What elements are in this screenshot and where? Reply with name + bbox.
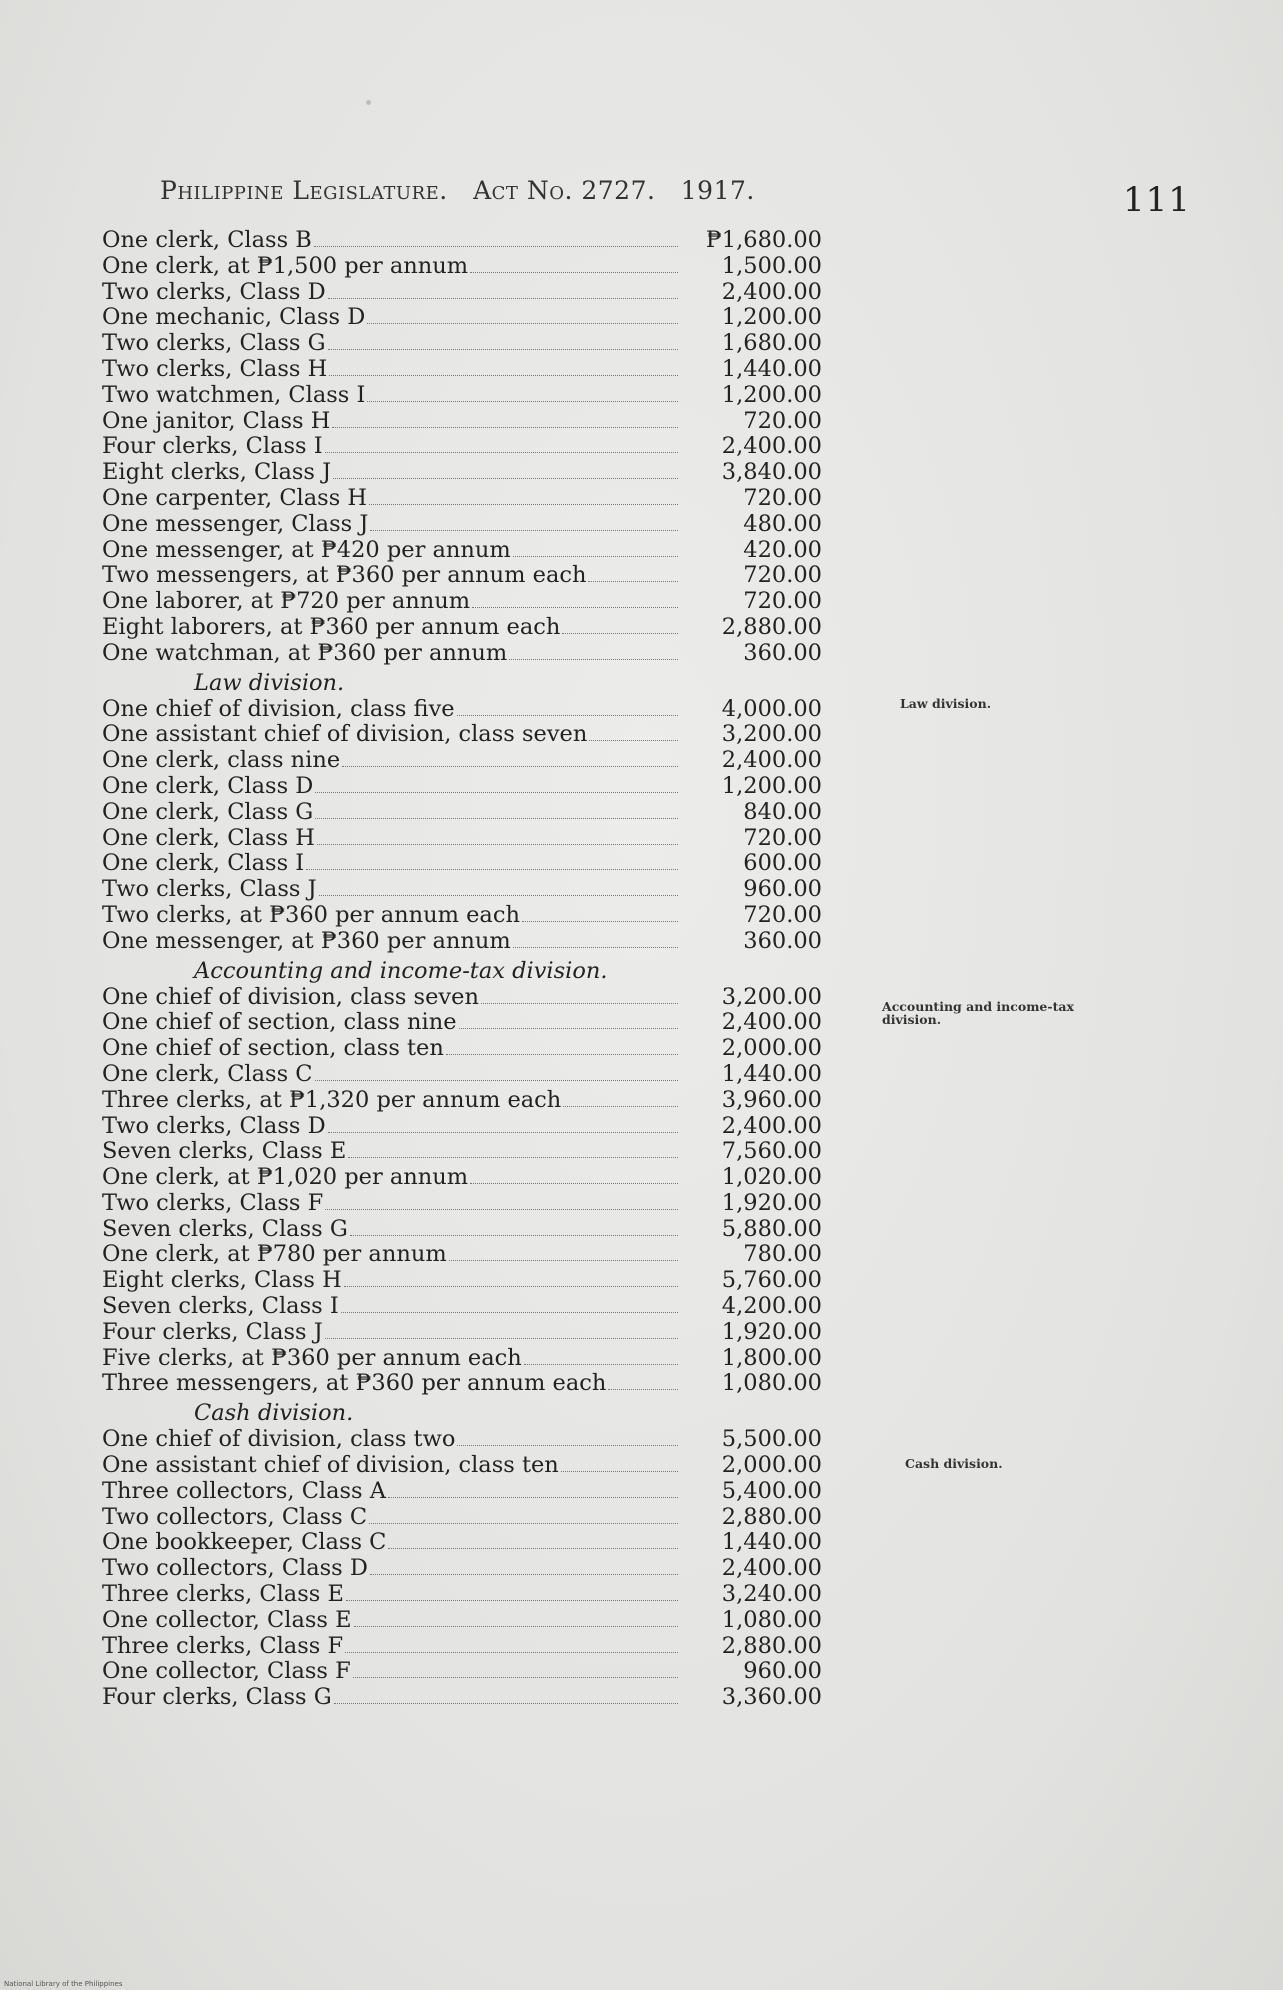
line-item-description <box>102 1685 682 1711</box>
line-item-description <box>102 1010 682 1036</box>
line-item-amount: 2,000.00 <box>721 1452 822 1479</box>
line-item <box>102 409 882 435</box>
leader-dots <box>332 427 678 428</box>
section-heading: Accounting and income-tax division. <box>194 957 608 984</box>
leader-dots <box>346 1600 678 1601</box>
line-item-description <box>102 305 682 331</box>
line-item-amount: 2,400.00 <box>721 1112 822 1139</box>
line-item-description <box>102 1114 682 1140</box>
line-item <box>102 1608 882 1634</box>
line-item-amount: 960.00 <box>743 1658 822 1685</box>
line-item-amount: 7,560.00 <box>721 1138 822 1165</box>
running-title: Philippine Legislature. <box>160 176 448 205</box>
leader-dots <box>457 715 678 716</box>
line-item-text: One chief of division, class two <box>102 1427 456 1453</box>
line-item <box>102 1036 882 1062</box>
line-item <box>102 1062 882 1088</box>
line-item-description <box>102 615 682 641</box>
line-item-text: Seven clerks, Class E <box>102 1139 347 1165</box>
leader-dots <box>350 1235 678 1236</box>
line-item-text: One collector, Class E <box>102 1607 352 1633</box>
line-item-amount: 1,920.00 <box>721 1318 822 1345</box>
leader-dots <box>333 478 678 479</box>
line-item-description <box>102 1346 682 1372</box>
line-item-amount: 720.00 <box>743 484 822 511</box>
line-item-text: Three collectors, Class A <box>102 1478 387 1504</box>
line-item <box>102 697 882 723</box>
line-item-text: Two clerks, Class F <box>102 1190 324 1216</box>
line-item <box>102 280 882 306</box>
line-item-description <box>102 228 682 254</box>
line-item-amount: 1,200.00 <box>721 381 822 408</box>
line-item-description <box>102 877 682 903</box>
line-item <box>102 331 882 357</box>
leader-dots <box>608 1389 678 1390</box>
line-item-description <box>102 1530 682 1556</box>
line-item-text: Eight clerks, Class J <box>102 460 332 486</box>
line-item-amount: 1,200.00 <box>721 772 822 799</box>
line-item-text: Eight clerks, Class H <box>102 1268 342 1294</box>
appropriation-list <box>102 228 882 1711</box>
line-item <box>102 1294 882 1320</box>
line-item-amount: 1,440.00 <box>721 1529 822 1556</box>
leader-dots <box>457 1445 678 1446</box>
scan-credit: National Library of the Philippines <box>4 1980 123 1988</box>
line-item-amount: 2,400.00 <box>721 1009 822 1036</box>
leader-dots <box>325 1338 678 1339</box>
line-item-amount: 720.00 <box>743 562 822 589</box>
line-item-text: Two watchmen, Class I <box>102 382 366 408</box>
line-item <box>102 228 882 254</box>
line-item-description <box>102 357 682 383</box>
leader-dots <box>348 1157 678 1158</box>
line-item-text: One clerk, class nine <box>102 748 341 774</box>
line-item-text: One clerk, at ₱1,500 per annum <box>102 253 469 279</box>
line-item-description <box>102 1191 682 1217</box>
line-item-text: One collector, Class F <box>102 1659 351 1685</box>
line-item-amount: 1,680.00 <box>721 330 822 357</box>
line-item-description <box>102 697 682 723</box>
line-item-text: Three clerks, Class E <box>102 1582 344 1608</box>
line-item <box>102 748 882 774</box>
line-item-amount: 720.00 <box>743 407 822 434</box>
line-item-amount: 840.00 <box>743 798 822 825</box>
line-item-amount: 780.00 <box>743 1241 822 1268</box>
line-item-description <box>102 851 682 877</box>
line-item <box>102 1505 882 1531</box>
margin-note-accounting: Accounting and income-tax division. <box>882 999 1074 1027</box>
line-item-amount: ₱1,680.00 <box>705 227 822 253</box>
line-item-amount: 5,760.00 <box>721 1267 822 1294</box>
line-item <box>102 903 882 929</box>
line-item <box>102 434 882 460</box>
leader-dots <box>513 556 678 557</box>
line-item <box>102 1530 882 1556</box>
line-item-description <box>102 254 682 280</box>
line-item-amount: 2,400.00 <box>721 1555 822 1582</box>
line-item <box>102 1346 882 1372</box>
line-item-text: Two collectors, Class D <box>102 1556 368 1582</box>
act-number: Act No. 2727. <box>473 176 656 205</box>
leader-dots <box>524 1364 678 1365</box>
line-item-description <box>102 929 682 955</box>
line-item <box>102 538 882 564</box>
line-item-description <box>102 1634 682 1660</box>
line-item-amount: 3,840.00 <box>721 459 822 486</box>
section-heading: Cash division. <box>194 1400 354 1427</box>
line-item <box>102 563 882 589</box>
line-item <box>102 1139 882 1165</box>
line-item-amount: 600.00 <box>743 850 822 877</box>
margin-note-cash: Cash division. <box>905 1456 1003 1471</box>
line-item-description <box>102 1505 682 1531</box>
line-item-text: One carpenter, Class H <box>102 485 368 511</box>
line-item-amount: 3,360.00 <box>721 1684 822 1711</box>
line-item-amount: 4,200.00 <box>721 1293 822 1320</box>
line-item <box>102 1114 882 1140</box>
line-item-text: Three messengers, at ₱360 per annum each <box>102 1371 607 1397</box>
line-item <box>102 615 882 641</box>
line-item-text: Five clerks, at ₱360 per annum each <box>102 1345 522 1371</box>
line-item <box>102 1556 882 1582</box>
line-item-description <box>102 280 682 306</box>
line-item-text: Two clerks, at ₱360 per annum each <box>102 902 520 928</box>
line-item-text: Two collectors, Class C <box>102 1504 368 1530</box>
line-item <box>102 1010 882 1036</box>
line-item-text: Four clerks, Class I <box>102 434 323 460</box>
line-item <box>102 305 882 331</box>
line-item-text: Two clerks, Class H <box>102 356 328 382</box>
line-item <box>102 512 882 538</box>
line-item <box>102 877 882 903</box>
line-item <box>102 383 882 409</box>
line-item <box>102 589 882 615</box>
line-item-description <box>102 1217 682 1243</box>
line-item-description <box>102 331 682 357</box>
leader-dots <box>481 1003 678 1004</box>
line-item-description <box>102 409 682 435</box>
leader-dots <box>513 947 678 948</box>
leader-dots <box>388 1548 678 1549</box>
line-item-text: Eight laborers, at ₱360 per annum each <box>102 614 561 640</box>
line-item-amount: 4,000.00 <box>721 695 822 722</box>
leader-dots <box>353 1677 678 1678</box>
leader-dots <box>315 818 678 819</box>
leader-dots <box>306 869 678 870</box>
line-item-amount: 1,020.00 <box>721 1164 822 1191</box>
leader-dots <box>354 1626 678 1627</box>
leader-dots <box>459 1028 678 1029</box>
line-item <box>102 254 882 280</box>
leader-dots <box>522 921 678 922</box>
line-item-text: One laborer, at ₱720 per annum <box>102 589 471 615</box>
line-item-amount: 720.00 <box>743 588 822 615</box>
line-item-amount: 1,080.00 <box>721 1370 822 1397</box>
line-item-amount: 5,500.00 <box>721 1426 822 1453</box>
leader-dots <box>470 1183 678 1184</box>
leader-dots <box>388 1497 678 1498</box>
line-item-text: One clerk, Class I <box>102 851 305 877</box>
line-item-text: One chief of division, class seven <box>102 984 479 1010</box>
line-item-text: One clerk, Class D <box>102 773 314 799</box>
line-item-description <box>102 774 682 800</box>
leader-dots <box>562 633 678 634</box>
leader-dots <box>317 844 678 845</box>
line-item-amount: 360.00 <box>743 927 822 954</box>
line-item-amount: 720.00 <box>743 824 822 851</box>
line-item-amount: 2,880.00 <box>721 1503 822 1530</box>
line-item-description <box>102 1371 682 1397</box>
line-item <box>102 851 882 877</box>
line-item-description <box>102 434 682 460</box>
line-item-description <box>102 826 682 852</box>
line-item-description <box>102 1268 682 1294</box>
leader-dots <box>325 452 678 453</box>
line-item-text: One messenger, Class J <box>102 511 369 537</box>
line-item-description <box>102 512 682 538</box>
line-item-text: Four clerks, Class G <box>102 1685 332 1711</box>
leader-dots <box>334 1703 678 1704</box>
line-item-amount: 3,240.00 <box>721 1581 822 1608</box>
line-item-description <box>102 722 682 748</box>
leader-dots <box>446 1054 678 1055</box>
ink-speck <box>366 100 371 105</box>
running-header <box>160 176 755 205</box>
line-item-description <box>102 748 682 774</box>
line-item <box>102 1659 882 1685</box>
line-item-description <box>102 1427 682 1453</box>
line-item <box>102 1371 882 1397</box>
line-item <box>102 1453 882 1479</box>
line-item-description <box>102 538 682 564</box>
line-item-amount: 1,440.00 <box>721 1060 822 1087</box>
line-item <box>102 1479 882 1505</box>
line-item <box>102 1191 882 1217</box>
line-item <box>102 774 882 800</box>
leader-dots <box>342 766 678 767</box>
line-item <box>102 357 882 383</box>
leader-dots <box>329 375 678 376</box>
line-item-description <box>102 1659 682 1685</box>
line-item-description <box>102 1036 682 1062</box>
line-item-amount: 5,880.00 <box>721 1215 822 1242</box>
leader-dots <box>588 581 678 582</box>
line-item-text: One janitor, Class H <box>102 408 331 434</box>
line-item-amount: 1,440.00 <box>721 355 822 382</box>
margin-note-law: Law division. <box>900 696 992 711</box>
line-item <box>102 929 882 955</box>
line-item-description <box>102 1242 682 1268</box>
line-item-description <box>102 1608 682 1634</box>
line-item-text: One clerk, Class H <box>102 825 315 851</box>
leader-dots <box>314 246 678 247</box>
leader-dots <box>341 1312 678 1313</box>
line-item <box>102 1088 882 1114</box>
line-item-description <box>102 1453 682 1479</box>
line-item <box>102 985 882 1011</box>
line-item-description <box>102 563 682 589</box>
leader-dots <box>369 1523 678 1524</box>
leader-dots <box>563 1106 678 1107</box>
leader-dots <box>344 1286 678 1287</box>
line-item-text: Two clerks, Class G <box>102 331 326 357</box>
line-item-description <box>102 460 682 486</box>
line-item <box>102 460 882 486</box>
line-item-text: One chief of section, class ten <box>102 1036 444 1062</box>
line-item-description <box>102 1582 682 1608</box>
line-item <box>102 800 882 826</box>
line-item <box>102 826 882 852</box>
line-item-amount: 2,880.00 <box>721 1632 822 1659</box>
leader-dots <box>319 895 678 896</box>
line-item-amount: 1,200.00 <box>721 304 822 331</box>
line-item-text: One chief of division, class five <box>102 696 455 722</box>
line-item-description <box>102 1479 682 1505</box>
line-item-text: One clerk, Class G <box>102 799 314 825</box>
leader-dots <box>470 272 678 273</box>
leader-dots <box>370 1574 678 1575</box>
line-item-description <box>102 903 682 929</box>
line-item-text: Seven clerks, Class I <box>102 1294 339 1320</box>
line-item-description <box>102 589 682 615</box>
line-item-description <box>102 486 682 512</box>
leader-dots <box>367 401 678 402</box>
line-item-text: One clerk, at ₱780 per annum <box>102 1242 447 1268</box>
leader-dots <box>472 607 678 608</box>
line-item-amount: 480.00 <box>743 510 822 537</box>
line-item-description <box>102 800 682 826</box>
leader-dots <box>328 349 678 350</box>
act-year: 1917. <box>680 176 755 205</box>
leader-dots <box>315 792 678 793</box>
line-item-text: One clerk, Class B <box>102 228 312 253</box>
line-item <box>102 1268 882 1294</box>
line-item-description <box>102 1139 682 1165</box>
line-item-text: Two messengers, at ₱360 per annum each <box>102 563 587 589</box>
line-item-text: Two clerks, Class D <box>102 1113 326 1139</box>
line-item-description <box>102 985 682 1011</box>
line-item-amount: 1,080.00 <box>721 1606 822 1633</box>
line-item-text: One chief of section, class nine <box>102 1010 457 1036</box>
leader-dots <box>369 504 678 505</box>
line-item <box>102 1685 882 1711</box>
line-item-amount: 3,200.00 <box>721 983 822 1010</box>
line-item-text: Two clerks, Class D <box>102 279 326 305</box>
line-item <box>102 641 882 667</box>
line-item-text: One bookkeeper, Class C <box>102 1530 387 1556</box>
leader-dots <box>509 659 678 660</box>
leader-dots <box>315 1080 679 1081</box>
line-item-text: One messenger, at ₱420 per annum <box>102 537 511 563</box>
line-item-text: Three clerks, at ₱1,320 per annum each <box>102 1087 562 1113</box>
line-item-amount: 2,880.00 <box>721 613 822 640</box>
line-item-text: One mechanic, Class D <box>102 305 366 331</box>
line-item-text: Four clerks, Class J <box>102 1319 323 1345</box>
line-item-description <box>102 1320 682 1346</box>
line-item-text: One clerk, at ₱1,020 per annum <box>102 1165 469 1191</box>
line-item-amount: 2,400.00 <box>721 278 822 305</box>
leader-dots <box>367 323 678 324</box>
line-item-amount: 3,200.00 <box>721 721 822 748</box>
line-item-text: One clerk, Class C <box>102 1061 313 1087</box>
line-item-description <box>102 641 682 667</box>
line-item <box>102 1427 882 1453</box>
line-item <box>102 1582 882 1608</box>
page-number: 111 <box>1123 180 1191 220</box>
line-item-amount: 3,960.00 <box>721 1086 822 1113</box>
line-item <box>102 1242 882 1268</box>
line-item-description <box>102 1556 682 1582</box>
line-item-amount: 2,400.00 <box>721 433 822 460</box>
line-item <box>102 486 882 512</box>
line-item-amount: 1,800.00 <box>721 1344 822 1371</box>
line-item-text: One assistant chief of division, class seven <box>102 722 588 748</box>
leader-dots <box>449 1260 678 1261</box>
line-item-amount: 720.00 <box>743 901 822 928</box>
line-item-text: Seven clerks, Class G <box>102 1216 348 1242</box>
line-item <box>102 1320 882 1346</box>
line-item <box>102 722 882 748</box>
line-item-amount: 1,500.00 <box>721 252 822 279</box>
leader-dots <box>589 740 678 741</box>
leader-dots <box>345 1652 678 1653</box>
line-item <box>102 1634 882 1660</box>
line-item <box>102 1165 882 1191</box>
line-item-description <box>102 383 682 409</box>
line-item-amount: 2,000.00 <box>721 1035 822 1062</box>
line-item-amount: 2,400.00 <box>721 747 822 774</box>
leader-dots <box>561 1471 678 1472</box>
leader-dots <box>328 298 678 299</box>
line-item-text: Two clerks, Class J <box>102 877 317 903</box>
line-item-text: One assistant chief of division, class ten <box>102 1453 559 1479</box>
line-item-amount: 5,400.00 <box>721 1477 822 1504</box>
line-item-amount: 360.00 <box>743 639 822 666</box>
line-item-amount: 960.00 <box>743 876 822 903</box>
leader-dots <box>325 1209 678 1210</box>
line-item-amount: 420.00 <box>743 536 822 563</box>
line-item-description <box>102 1165 682 1191</box>
line-item-text: One messenger, at ₱360 per annum <box>102 928 511 954</box>
line-item-description <box>102 1088 682 1114</box>
line-item-text: One watchman, at ₱360 per annum <box>102 640 508 666</box>
leader-dots <box>370 530 678 531</box>
line-item-amount: 1,920.00 <box>721 1189 822 1216</box>
line-item <box>102 1217 882 1243</box>
line-item-text: Three clerks, Class F <box>102 1633 344 1659</box>
leader-dots <box>328 1132 678 1133</box>
line-item-description <box>102 1294 682 1320</box>
section-heading: Law division. <box>194 669 345 696</box>
line-item-description <box>102 1062 682 1088</box>
